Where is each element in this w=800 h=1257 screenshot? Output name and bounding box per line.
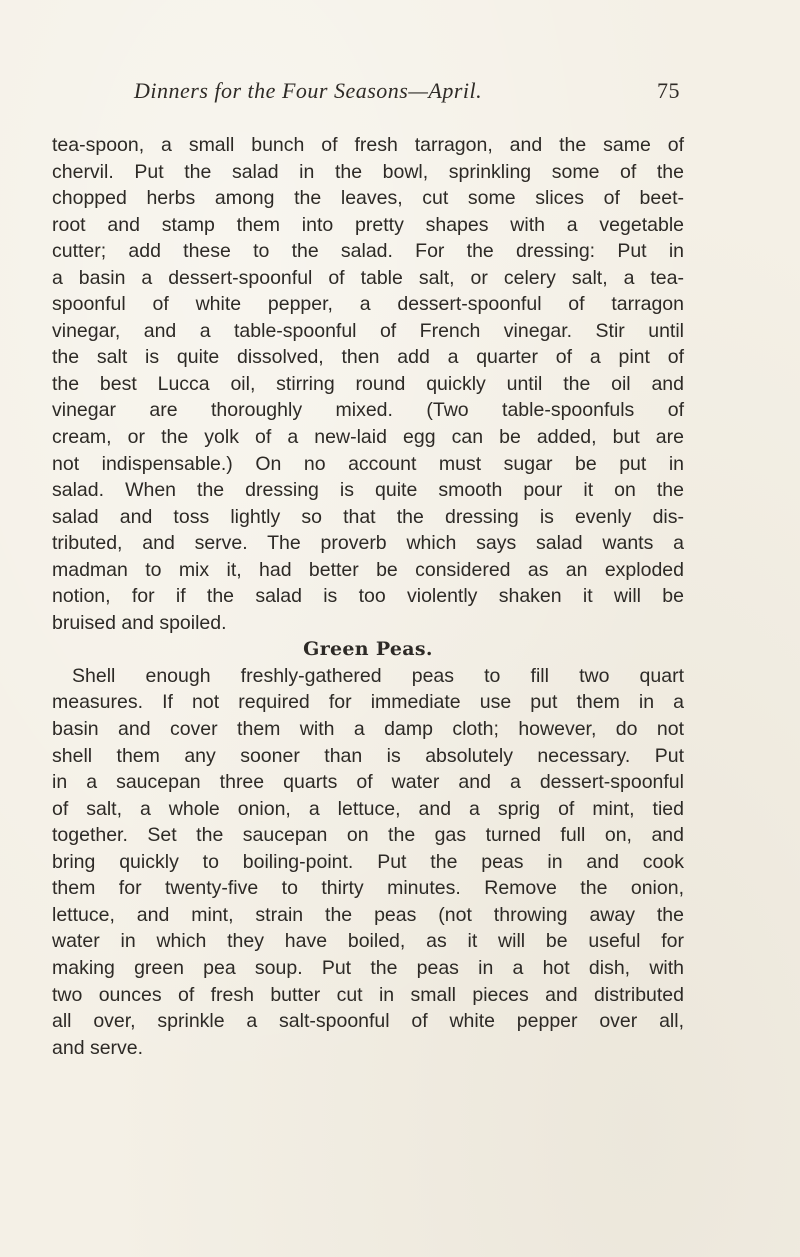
text-line: vinegar are thoroughly mixed. (Two table-spoonfuls of [52, 399, 684, 422]
text-line: root and stamp them into pretty shapes with a vegetable [52, 213, 684, 236]
text-line: Shell enough freshly-gathered peas to fill two quart [72, 664, 684, 687]
text-line: not indispensable.) On no account must sugar be put in [52, 452, 684, 475]
text-line: and serve. [52, 1036, 144, 1059]
text-line: salad. When the dressing is quite smooth pour it on the [52, 479, 684, 502]
text-line: measures. If not required for immediate use put them in a [52, 691, 684, 714]
text-line: bring quickly to boiling-point. Put the peas in and cook [52, 850, 684, 873]
green-peas-paragraph [52, 663, 684, 1061]
text-line: tributed, and serve. The proverb which says salad wants a [52, 532, 684, 555]
text-line: them for twenty-five to thirty minutes. Remove the onion, [52, 877, 684, 900]
page-number: 75 [657, 78, 680, 103]
text-line: shell them any sooner than is absolutely necessary. Put [52, 744, 684, 767]
text-line: spoonful of white pepper, a dessert-spoonful of tarragon [52, 293, 684, 316]
text-line: cutter; add these to the salad. For the dressing: Put in [52, 240, 684, 263]
text-line: notion, for if the salad is too violently shaken it will be [52, 585, 684, 608]
running-head-title: Dinners for the Four Seasons—April. [134, 78, 483, 103]
text-line: of salt, a whole onion, a lettuce, and a sprig of mint, tied [52, 797, 684, 820]
text-line: the salt is quite dissolved, then add a quarter of a pint of [52, 346, 684, 369]
text-line: cream, or the yolk of a new-laid egg can be added, but are [52, 426, 684, 449]
text-block [52, 132, 684, 1061]
text-line: in a saucepan three quarts of water and a dessert-spoonful [52, 771, 684, 794]
text-line: two ounces of fresh butter cut in small pieces and distributed [52, 983, 684, 1006]
text-line: basin and cover them with a damp cloth; however, do not [52, 718, 684, 741]
text-line: a basin a dessert-spoonful of table salt, or celery salt, a tea- [52, 266, 684, 289]
running-head [96, 78, 680, 112]
text-line: making green pea soup. Put the peas in a hot dish, with [52, 956, 684, 979]
text-line: chervil. Put the salad in the bowl, sprinkling some of the [52, 160, 684, 183]
text-line: together. Set the saucepan on the gas turned full on, and [52, 824, 684, 847]
text-line: all over, sprinkle a salt-spoonful of white pepper over all, [52, 1010, 684, 1033]
text-line: salad and toss lightly so that the dressing is evenly dis- [52, 505, 684, 528]
text-line: water in which they have boiled, as it will be useful for [52, 930, 684, 953]
text-line: bruised and spoiled. [52, 611, 227, 634]
salad-paragraph [52, 132, 684, 636]
text-line: madman to mix it, had better be considered as an exploded [52, 558, 684, 581]
text-line: chopped herbs among the leaves, cut some slices of beet- [52, 187, 684, 210]
text-line: vinegar, and a table-spoonful of French vinegar. Stir until [52, 319, 684, 342]
text-line: the best Lucca oil, stirring round quickly until the oil and [52, 372, 684, 395]
text-line: lettuce, and mint, strain the peas (not throwing away the [52, 903, 684, 926]
section-heading: Green Peas. [303, 638, 433, 661]
text-line: tea-spoon, a small bunch of fresh tarragon, and the same of [52, 134, 684, 156]
